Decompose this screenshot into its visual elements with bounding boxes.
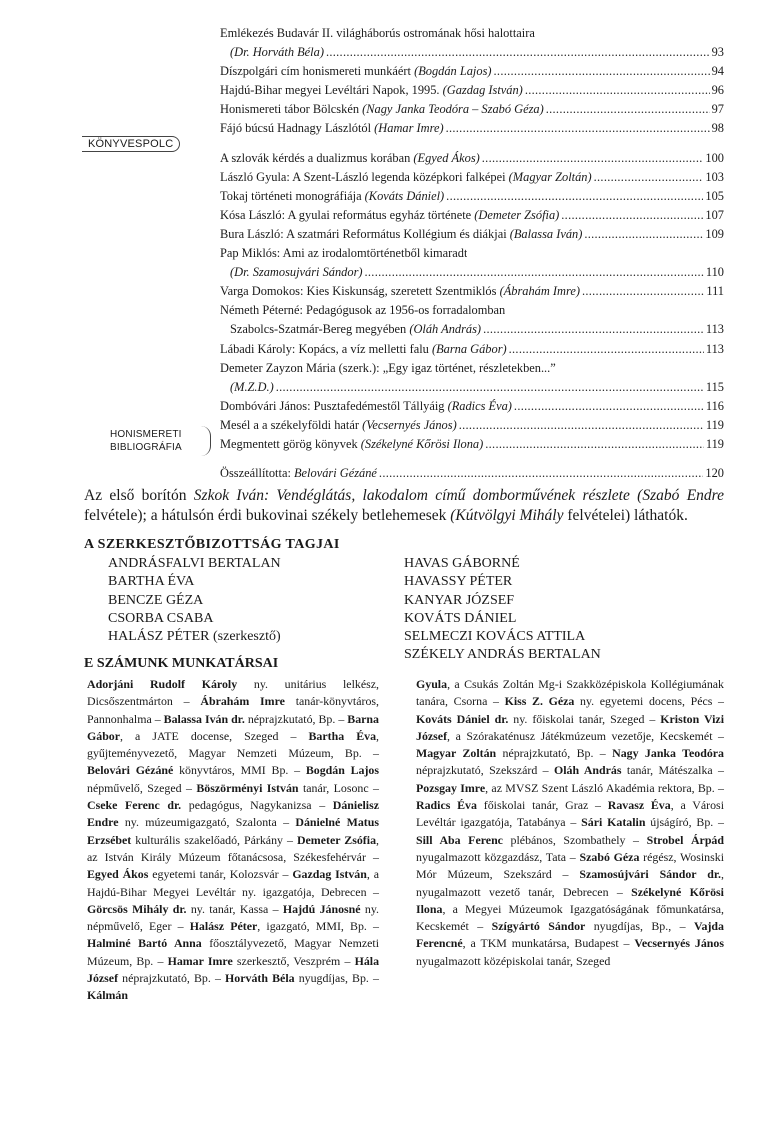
toc-page-number: 94 [711, 64, 724, 79]
contributor-description: nyugalmazott középiskolai tanár, Szeged [416, 953, 611, 968]
contributor-name: Bartha Éva [308, 728, 377, 743]
toc-leader-dots [584, 225, 703, 244]
contributor-name: Ravasz Éva [607, 798, 671, 813]
toc-page-number: 115 [705, 379, 724, 394]
section-label-line2: BIBLIOGRÁFIA [110, 442, 182, 453]
contributor-name: Halász Péter [189, 919, 258, 934]
toc-page-number: 119 [705, 417, 724, 432]
board-member: SZÉKELY ANDRÁS BERTALAN [404, 647, 601, 663]
contributor-name: Kriston Vizi József [416, 711, 724, 743]
toc-entry-title: Összeállította: [220, 466, 294, 481]
toc-group-bibliography [220, 464, 724, 483]
contributor-description: főiskolai tanár, Graz – [476, 798, 608, 813]
contributor-name: Barna Gábor [87, 711, 379, 743]
toc-entry-author: (Gazdag István) [442, 83, 523, 98]
contributor-name: Hamar Imre [167, 953, 233, 968]
toc-page-number: 113 [705, 341, 724, 356]
toc-leader-dots [446, 119, 710, 138]
toc-page-number: 97 [711, 102, 724, 117]
toc-entry-author: (Hamar Imre) [374, 121, 444, 136]
section-label-honismereti-bibliografia [106, 426, 211, 456]
toc-entry [220, 359, 724, 378]
toc-entry [220, 206, 724, 225]
toc-entry [220, 301, 724, 320]
contributor-name: Ábrahám Imre [200, 694, 285, 709]
contributor-name: Gazdag István [292, 867, 367, 882]
cover-note [84, 486, 724, 526]
toc-entry-author: (Magyar Zoltán) [508, 169, 592, 184]
toc-page-number: 100 [705, 150, 724, 165]
toc-entry-text [220, 301, 505, 320]
contributor-description: néprajzkutató, Bp. – [118, 971, 226, 986]
contributor-description: ny. egyetemi docens, Pécs – [574, 694, 725, 709]
toc-entry-text [220, 244, 467, 263]
toc-entry-text [220, 340, 507, 359]
toc-leader-dots [276, 378, 704, 397]
contributor-name: Kováts Dániel dr. [416, 711, 509, 726]
toc-entry-text [220, 81, 523, 100]
contributor-description: néprajzkutató, Szekszárd – [416, 763, 554, 778]
toc-entry-author: (M.Z.D.) [230, 379, 274, 394]
toc-page-number: 113 [705, 322, 724, 337]
toc-leader-dots [494, 62, 710, 81]
toc-entry-text [230, 43, 324, 62]
contributors-title: E SZÁMUNK MUNKATÁRSAI [84, 656, 279, 671]
toc-leader-dots [546, 100, 710, 119]
board-member: BARTHA ÉVA [108, 574, 195, 590]
contributor-description: szerkesztő, Veszprém – [232, 953, 355, 968]
contributor-description: népművelő, Szeged – [87, 780, 197, 795]
toc-entry [220, 149, 724, 168]
contributor-description: tanár, Losonc – [298, 780, 379, 795]
toc-entry-title: Fájó búcsú Hadnagy Lászlótól [220, 121, 375, 136]
toc-entry-author: (Radics Éva) [447, 398, 512, 413]
board-member: BENCZE GÉZA [108, 592, 204, 608]
contributor-name: Szabó Géza [579, 849, 640, 864]
contributor-name: Adorjáni Rudolf Károly [87, 677, 238, 691]
toc-entry-author: (Ábrahám Imre) [499, 284, 580, 299]
contributor-name: Bogdán Lajos [305, 763, 380, 778]
toc-entry-author: (Kováts Dániel) [364, 188, 445, 203]
toc-leader-dots [379, 464, 703, 483]
contributor-description: , a TKM munkatársa, Budapest – [462, 936, 635, 951]
contributor-name: Sári Katalin [581, 815, 646, 830]
toc-entry-title: Dombóvári János: Pusztafedémestől Tállyáig [220, 398, 448, 413]
toc-leader-dots [446, 187, 703, 206]
contributor-description: néprajzkutató, Bp. – [496, 746, 613, 761]
toc-entry-title: A szlovák kérdés a dualizmus korában [220, 150, 414, 165]
toc-leader-dots [365, 263, 704, 282]
toc-entry-title: Tokaj történeti monográfiája [220, 188, 365, 203]
contributor-name: Balassa Iván dr. [163, 711, 245, 726]
contributor-description: ny. múzeumigazgató, Szalonta – [118, 815, 296, 830]
toc-leader-dots [483, 320, 704, 339]
toc-entry-title: Varga Domokos: Kies Kiskunság, szeretett Szentmiklós [220, 284, 500, 299]
toc-entry-text [220, 359, 556, 378]
contributor-name: Hála József [87, 953, 380, 986]
toc-entry [220, 81, 724, 100]
toc-entry-title: Honismereti tábor Bölcskén [220, 102, 363, 117]
contributor-name: Nagy Janka Teodóra [612, 746, 724, 761]
toc-entry-author: (Barna Gábor) [431, 341, 507, 356]
toc-entry [220, 416, 724, 435]
toc-entry-author: (Egyed Ákos) [413, 150, 480, 165]
contributor-description: , a Szórakaténusz Játékmúzeum vezetője, Kecskemét – [447, 728, 724, 743]
contributor-name: Vecsernyés János [634, 936, 724, 951]
contributor-name: Görcsös Mihály dr. [87, 901, 187, 916]
toc-entry [220, 340, 724, 359]
contributor-description: kulturális szakelőadó, Párkány – [131, 832, 297, 847]
toc-page-number: 107 [705, 207, 724, 222]
toc-entry-author: (Vecsernyés János) [362, 417, 457, 432]
toc-page-number: 116 [705, 398, 724, 413]
toc-entry [220, 168, 724, 187]
toc-entry [220, 187, 724, 206]
board-member: HAVAS GÁBORNÉ [404, 556, 520, 571]
cover-note-text: Az első borítón [84, 487, 194, 504]
toc-entry [220, 43, 724, 62]
contributor-description: plébános, Szombathely – [502, 832, 647, 847]
board-member: SELMECZI KOVÁCS ATTILA [404, 629, 586, 645]
contributor-description: , az MVSZ Szent László Akadémia rektora, Bp. – [485, 780, 724, 795]
toc-entry-author: Belovári Gézáné [293, 466, 377, 481]
toc-entry-author: (Dr. Szamosujvári Sándor) [230, 265, 363, 280]
contributor-name: Horváth Béla [225, 971, 295, 986]
contributor-description: tanár, Mátészalka – [621, 763, 725, 778]
toc-page-number: 109 [705, 226, 724, 241]
table-of-contents [220, 24, 724, 483]
contributor-name: Vajda Ferencné [416, 919, 724, 951]
toc-entry-text [220, 416, 457, 435]
toc-entry [220, 378, 724, 397]
toc-entry-text [220, 149, 480, 168]
toc-entry [220, 435, 724, 454]
board-member: HAVASSY PÉTER [404, 574, 513, 590]
toc-entry-author: (Bogdán Lajos) [414, 64, 492, 79]
board-member: KANYAR JÓZSEF [404, 592, 515, 608]
contributor-name: Böszörményi István [196, 780, 299, 795]
toc-entry [220, 320, 724, 339]
contributor-name: Magyar Zoltán [416, 746, 497, 761]
toc-page-number: 96 [711, 83, 724, 98]
board-member: HALÁSZ PÉTER (szerkesztő) [108, 629, 281, 645]
contributor-description: , a Hajdú-Bihar Megyei Levéltár ny. igazgatója, Debrecen – [87, 867, 379, 899]
toc-page-number: 110 [705, 265, 724, 280]
toc-page-number: 111 [706, 284, 724, 299]
contributor-description: újságíró, Bp. – [645, 815, 725, 830]
contributor-name: Szamosújvári Sándor dr. [579, 867, 722, 882]
contributor-description: régész, Wosinski Mór Múzeum, Szekszárd – [416, 849, 724, 882]
contributor-description: , nyugalmazott vezető tanár, Debrecen – [416, 867, 724, 899]
toc-entry-title: Németh Péterné: Pedagógusok az 1956-os forradalomban [220, 303, 506, 318]
contributor-description: , gyűjteményvezető, Magyar Nemzeti Múzeum, Bp. – [87, 728, 379, 761]
toc-entry [220, 282, 724, 301]
contributor-name: Kiss Z. Géza [504, 694, 575, 709]
toc-entry-text [230, 263, 363, 282]
toc-leader-dots [582, 282, 704, 301]
toc-page-number: 105 [705, 188, 724, 203]
toc-entry-text [220, 397, 512, 416]
contributor-name: Székelyné Kőrösi Ilona [416, 884, 724, 916]
contributor-description: , a Városi Levéltár igazgatója, Tatabánya – [416, 798, 724, 830]
contributor-name: Hajdú Jánosné [282, 901, 361, 916]
toc-entry-title: Emlékezés Budavár II. világháborús ostromának hősi halottaira [220, 26, 535, 40]
contributor-name: Halminé Bartó Anna [87, 936, 202, 951]
board-member: KOVÁTS DÁNIEL [404, 610, 517, 626]
contributor-name: Gyula [416, 677, 448, 691]
toc-entry-author: (Demeter Zsófia) [474, 207, 560, 222]
toc-entry-title: Szabolcs-Szatmár-Bereg megyében [230, 322, 410, 337]
toc-entry-text [220, 62, 492, 81]
toc-entry-title: Kósa László: A gyulai református egyház története [220, 207, 475, 222]
toc-entry [220, 100, 724, 119]
contributor-description: ny. unitárius lelkész, Dicsőszentmárton – [87, 677, 379, 709]
toc-entry-author: (Balassa Iván) [509, 226, 583, 241]
cover-note-text: felvétele); a hátulsón érdi bukovinai székely betlehemesek [84, 507, 451, 524]
toc-entry-title: Hajdú-Bihar megyei Levéltári Napok, 1995. [220, 83, 443, 98]
contributor-description: ny. főiskolai tanár, Szeged – [508, 711, 661, 726]
toc-entry-text [230, 320, 481, 339]
toc-entry-title: Díszpolgári cím honismereti munkáért [220, 64, 415, 79]
contributor-name: Szígyártó Sándor [491, 919, 586, 934]
toc-group-reports [220, 24, 724, 139]
toc-entry-title: Pap Miklós: Ami az irodalomtörténetből kimaradt [220, 246, 468, 261]
toc-leader-dots [509, 340, 704, 359]
toc-entry-author: (Székelyné Kőrösi Ilona) [360, 436, 484, 451]
toc-entry [220, 397, 724, 416]
toc-entry-text [230, 378, 274, 397]
board-list-right [404, 555, 601, 665]
section-label-text: KÖNYVESPOLC [88, 138, 174, 150]
board-member: ANDRÁSFALVI BERTALAN [108, 556, 281, 571]
toc-entry [220, 62, 724, 81]
toc-leader-dots [525, 81, 710, 100]
section-label-konyvespolc [82, 136, 180, 152]
toc-leader-dots [485, 435, 704, 454]
toc-entry-text [220, 206, 559, 225]
contributor-description: ny. tanár, Kassa – [186, 901, 283, 916]
toc-entry-text [220, 187, 444, 206]
toc-entry-title: László Gyula: A Szent-László legenda középkori falképei [220, 169, 509, 184]
toc-entry [220, 464, 724, 483]
contributor-name: Dánielisz Endre [87, 798, 379, 830]
contributor-description: , a JATE docense, Szeged – [120, 728, 309, 743]
toc-entry-text [220, 168, 592, 187]
toc-entry-title: Bura László: A szatmári Református Kollégium és diákjai [220, 226, 510, 241]
contributor-name: Dánielné Matus Erzsébet [87, 815, 379, 847]
board-list-left [108, 555, 281, 646]
toc-entry-text [220, 435, 483, 454]
contributor-name: Radics Éva [416, 798, 477, 813]
section-label-line1: HONISMERETI [110, 429, 182, 440]
toc-page-number: 93 [711, 45, 724, 60]
toc-entry-text [220, 100, 544, 119]
contributor-description: nyugalmazott közgazdász, Tata – [416, 849, 580, 864]
contributor-description: , a Csukás Zoltán Mg-i Szakközépiskola Kollégiumának tanára, Csorna – [416, 677, 724, 709]
contributor-description: tanár-könyvtáros, Pannonhalma – [87, 694, 380, 726]
board-member: CSORBA CSABA [108, 610, 214, 626]
toc-page-number: 98 [711, 121, 724, 136]
contributor-description: , a Megyei Múzeumok Igazgatóságának főmunkatársa, Kecskemét – [416, 901, 724, 934]
toc-entry-title: Demeter Zayzon Mária (szerk.): „Egy igaz történet, részletekben...” [220, 360, 556, 375]
cover-note-italic: Szkok Iván: Vendéglátás, lakodalom című domborművének részlete (Szabó Endre [193, 487, 724, 504]
contributors-column-right [416, 676, 724, 970]
toc-entry-text [220, 225, 582, 244]
contributor-description: főosztályvezető, Magyar Nemzeti Múzeum, Bp. – [87, 936, 379, 968]
contributor-description: nyugdíjas, Bp., – [585, 919, 695, 934]
contributor-name: Cseke Ferenc dr. [87, 798, 182, 813]
contributor-name: Pozsgay Imre [416, 780, 486, 795]
toc-leader-dots [514, 397, 704, 416]
toc-entry [220, 24, 724, 43]
toc-entry-title: Mesél a a székelyföldi határ [220, 417, 363, 432]
contributor-description: könyvtáros, MMI Bp. – [173, 763, 306, 778]
toc-entry [220, 119, 724, 138]
toc-entry-text [220, 282, 580, 301]
toc-entry-author: (Dr. Horváth Béla) [230, 45, 324, 60]
toc-page-number: 103 [705, 169, 724, 184]
toc-entry-author: (Oláh András) [409, 322, 482, 337]
contributor-description: ny. népművelő, Eger – [87, 901, 379, 934]
cover-note-italic: (Kútvölgyi Mihály [450, 507, 564, 524]
contributor-name: Oláh András [553, 763, 622, 778]
contributor-description: pedagógus, Nagykanizsa – [181, 798, 333, 813]
toc-entry-text [220, 119, 444, 138]
toc-entry-title: Lábadi Károly: Kopács, a víz melletti falu [220, 341, 432, 356]
contributors-column-left [87, 676, 379, 1005]
contributor-name: Belovári Gézáné [87, 763, 174, 778]
contributor-description: nyugdíjas, Bp. – [294, 971, 379, 986]
toc-entry-text [220, 464, 377, 483]
toc-leader-dots [594, 168, 704, 187]
contributor-name: Sill Aba Ferenc [416, 832, 503, 847]
toc-entry-author: (Nagy Janka Teodóra – Szabó Géza) [362, 102, 544, 117]
contributor-description: egyetemi tanár, Kolozsvár – [148, 867, 293, 882]
toc-leader-dots [561, 206, 703, 225]
toc-entry [220, 263, 724, 282]
toc-page-number: 120 [705, 466, 724, 481]
contributor-name: Strobel Árpád [646, 832, 724, 847]
toc-leader-dots [482, 149, 704, 168]
contributor-name: Demeter Zsófia [296, 832, 377, 847]
contributor-name: Kálmán [87, 988, 128, 1003]
toc-leader-dots [459, 416, 704, 435]
toc-entry-title: Megmentett görög könyvek [220, 436, 361, 451]
board-title: A SZERKESZTŐBIZOTTSÁG TAGJAI [84, 537, 340, 552]
contributor-description: , az István Király Múzeum főtanácsosa, Székesfehérvár – [87, 832, 379, 864]
contributor-description: , igazgató, MMI, Bp. – [257, 919, 379, 934]
toc-entry [220, 225, 724, 244]
toc-leader-dots [326, 43, 710, 62]
toc-page-number: 119 [705, 436, 724, 451]
cover-note-text: felvételei) láthatók. [563, 507, 688, 524]
toc-entry-text [220, 24, 535, 43]
contributor-description: néprajzkutató, Bp. – [244, 711, 348, 726]
toc-group-bookshelf [220, 149, 724, 455]
toc-entry [220, 244, 724, 263]
contributor-name: Egyed Ákos [87, 867, 149, 882]
